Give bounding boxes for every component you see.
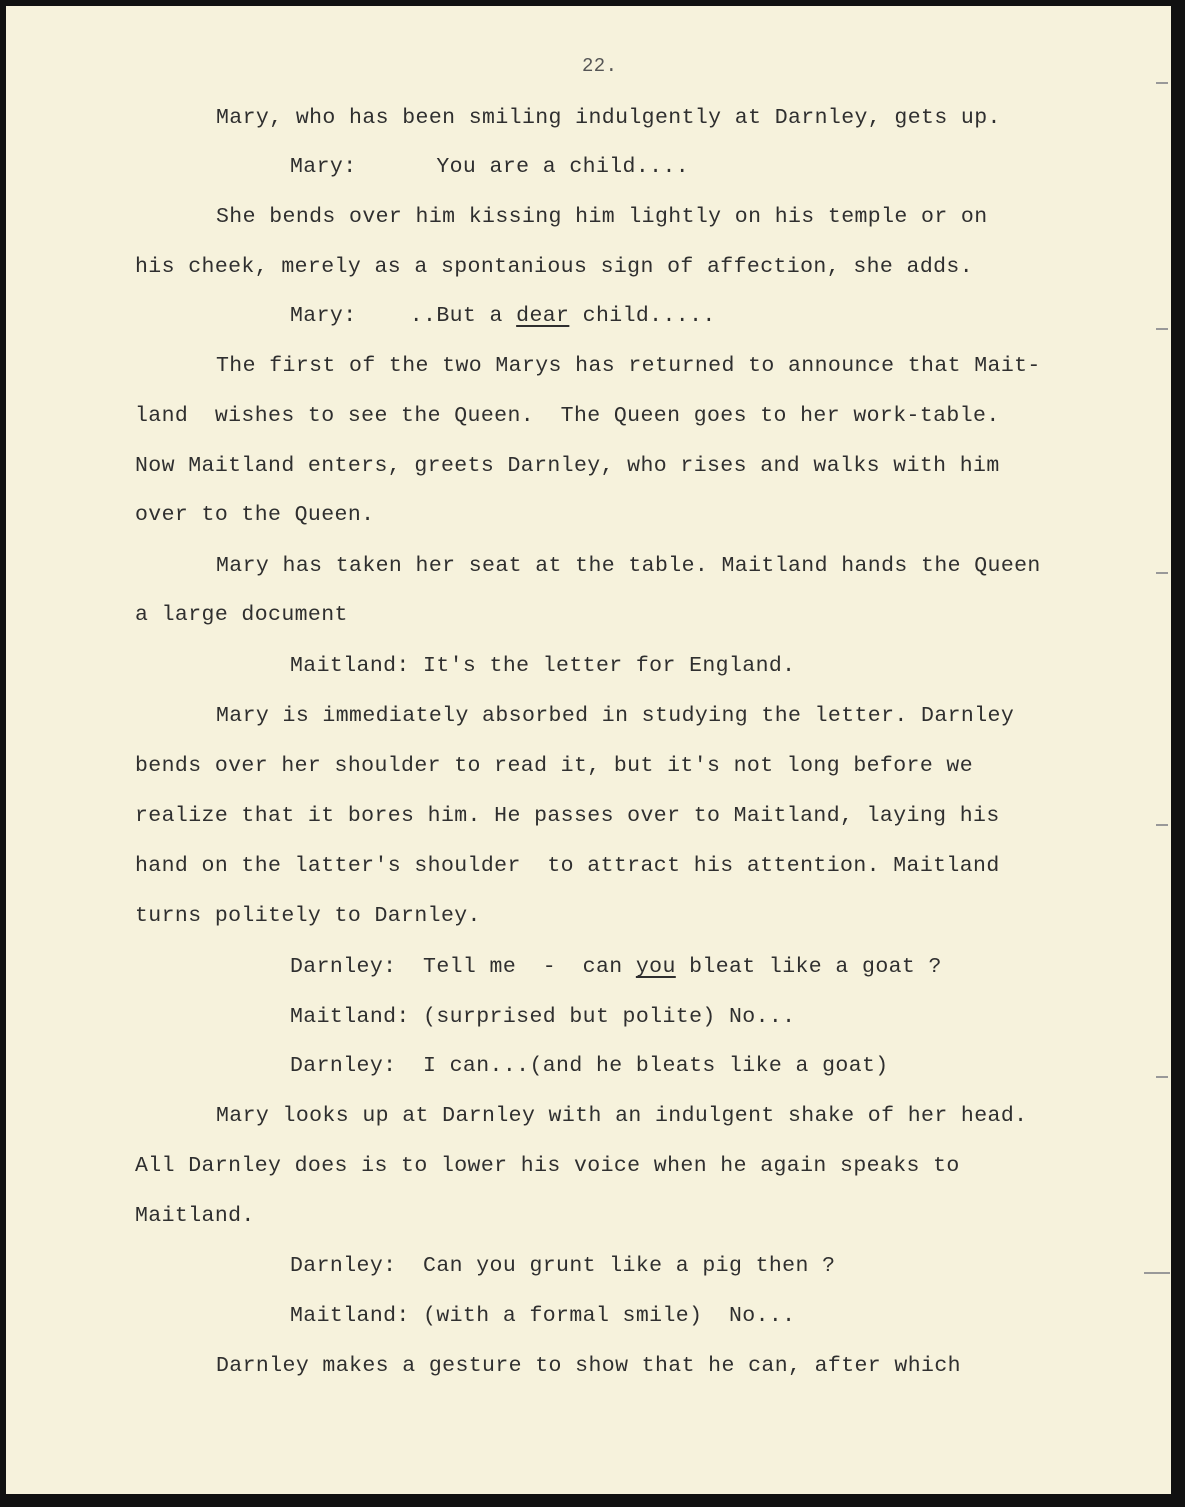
underlined-word: dear — [516, 304, 570, 328]
dialogue-text: Mary: ..But a — [290, 304, 517, 328]
typewritten-page — [6, 6, 1171, 1494]
text-line: Now Maitland enters, greets Darnley, who rises and walks with him — [135, 454, 1000, 478]
underlined-word: you — [635, 955, 676, 979]
margin-mark — [1156, 328, 1168, 330]
margin-mark — [1156, 1076, 1168, 1078]
text-line: Darnley makes a gesture to show that he can, after which — [216, 1354, 961, 1378]
page-number: 22. — [582, 55, 618, 77]
text-line: turns politely to Darnley. — [135, 904, 481, 928]
dialogue-text: Darnley: Tell me - can — [290, 955, 636, 979]
dialogue-line: Darnley: Can you grunt like a pig then ? — [290, 1254, 836, 1278]
text-line: a large document — [135, 603, 348, 627]
dialogue-text: child..... — [569, 304, 716, 328]
text-line: All Darnley does is to lower his voice when he again speaks to — [135, 1154, 960, 1178]
dialogue-line — [290, 302, 716, 330]
text-line: Mary looks up at Darnley with an indulgent shake of her head. — [216, 1104, 1028, 1128]
dialogue-line: Maitland: (with a formal smile) No... — [290, 1304, 796, 1328]
dialogue-line: Maitland: It's the letter for England. — [290, 654, 796, 678]
margin-mark — [1144, 1272, 1170, 1274]
text-line: Mary has taken her seat at the table. Maitland hands the Queen — [216, 554, 1041, 578]
text-line: his cheek, merely as a spontanious sign of affection, she adds. — [135, 255, 974, 279]
dialogue-line: Mary: You are a child.... — [290, 155, 690, 179]
dialogue-line: Maitland: (surprised but polite) No... — [290, 1005, 796, 1029]
dialogue-line — [290, 953, 942, 981]
text-line: The first of the two Marys has returned to announce that Mait- — [216, 354, 1041, 378]
dialogue-text: bleat like a goat ? — [675, 955, 942, 979]
margin-mark — [1156, 82, 1168, 84]
margin-mark — [1156, 824, 1168, 826]
text-line: She bends over him kissing him lightly on his temple or on — [216, 205, 988, 229]
text-line: realize that it bores him. He passes over to Maitland, laying his — [135, 804, 1000, 828]
margin-mark — [1156, 572, 1168, 574]
text-line: bends over her shoulder to read it, but it's not long before we — [135, 754, 974, 778]
text-line: Mary, who has been smiling indulgently at Darnley, gets up. — [216, 106, 1001, 130]
text-line: Maitland. — [135, 1204, 255, 1228]
text-line: over to the Queen. — [135, 503, 375, 527]
text-line: Mary is immediately absorbed in studying the letter. Darnley — [216, 704, 1015, 728]
text-line: hand on the latter's shoulder to attract his attention. Maitland — [135, 854, 1000, 878]
text-line: land wishes to see the Queen. The Queen goes to her work-table. — [135, 404, 1000, 428]
dialogue-line: Darnley: I can...(and he bleats like a goat) — [290, 1054, 889, 1078]
